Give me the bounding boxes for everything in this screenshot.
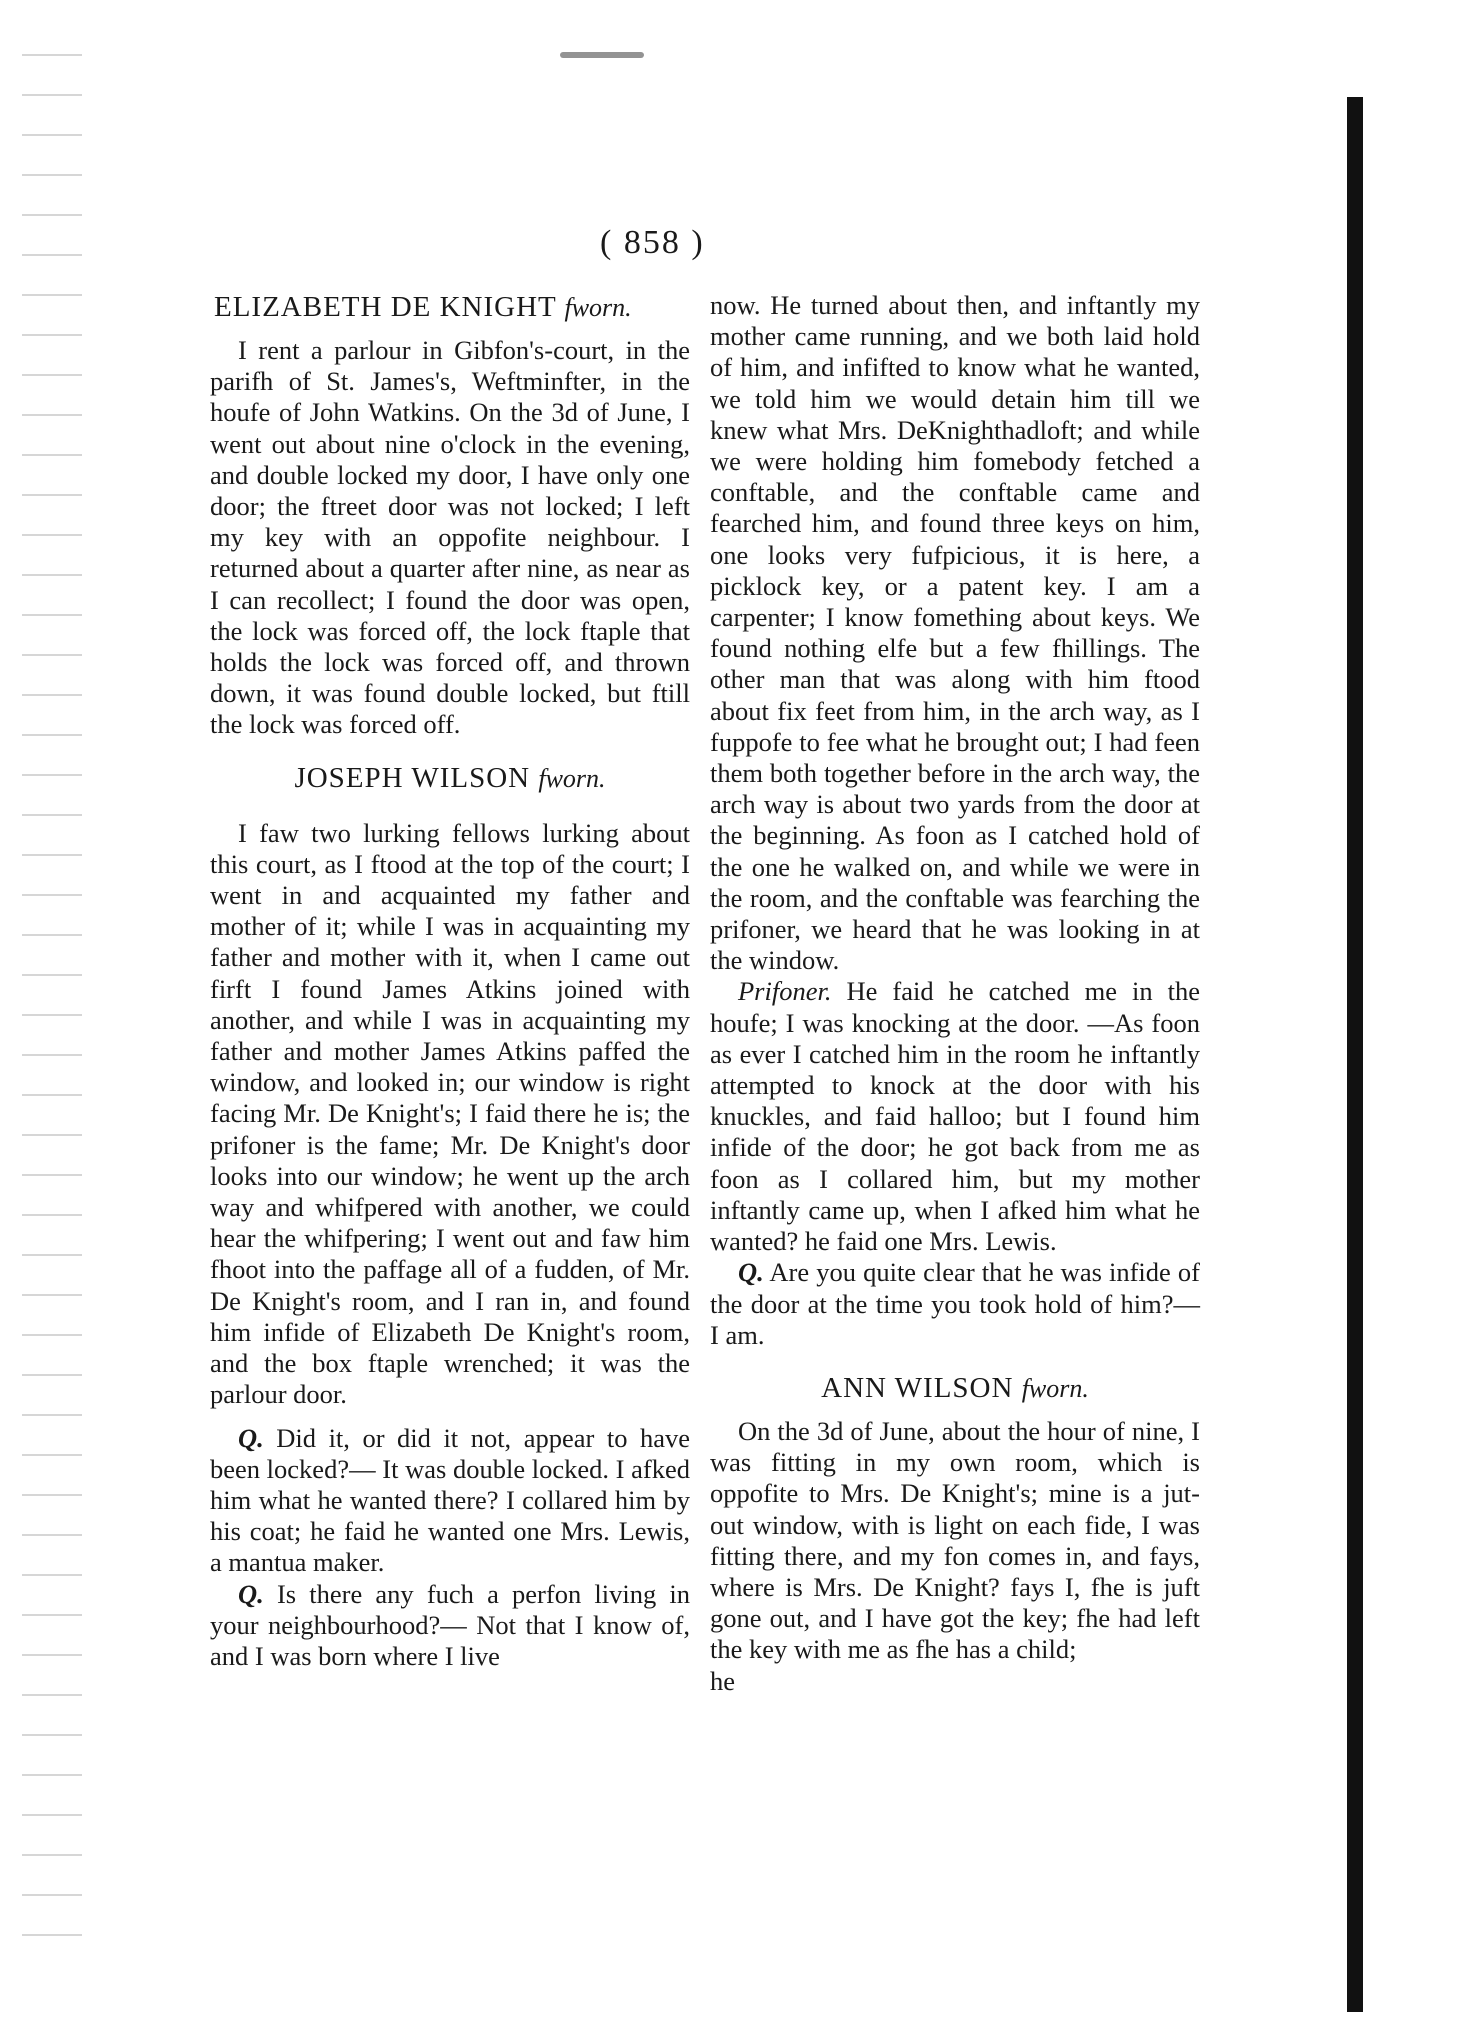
- testimony-paragraph: I faw two lurking fellows lurking about this court, as I ftood at the top of the court; I went in and acquainted my father and mother of it; while I was in acquainting my father and mother with it, when I came out firft I found James Atkins joined with another, and while I was in acquainting my father and mother James Atkins paffed the window, and looked in; our window is right facing Mr. De Knight's; I faid there he is; the prifoner is the fame; Mr. De Knight's door looks into our window; he went up the arch way and whifpered with another, we could hear the whifpering; I went out and faw him fhoot into the paffage all of a fudden, of Mr. De Knight's room, and I ran in, and found him infide of Elizabeth De Knight's room, and the box ftaple wrenched; it was the parlour door.: [210, 817, 690, 1410]
- ink-smudge: [560, 52, 644, 58]
- question-mark-label: Q.: [738, 1257, 764, 1288]
- witness-name: JOSEPH WILSON: [294, 761, 531, 794]
- left-column: [210, 290, 690, 1672]
- catchword: he: [710, 1665, 736, 1696]
- question-paragraph: [210, 1423, 690, 1579]
- question-mark-label: Q.: [238, 1578, 264, 1609]
- question-text: Is there any fuch a perfon living in your neighbourhood?— Not that I know of, and I was born where I live: [210, 1578, 691, 1671]
- page-number: ( 858 ): [600, 224, 705, 261]
- testimony-paragraph: now. He turned about then, and inftantly my mother came running, and we both laid hold of him, and infifted to know what he wanted, we told him we would detain him till we knew what Mrs. DeKnighthadloft; and while we were holding him fomebody fetched a conftable, and the conftable came and fearched him, and found three keys on him, one looks very fufpicious, it is here, a picklock key, or a patent key. I am a carpenter; I know fomething about keys. We found nothing elfe but a few fhillings. The other man that was along with him ftood about fix feet from him, in the arch way, as I fuppofe to fee what he brought out; I had feen them both together before in the arch way, the arch way is about two yards from the door at the beginning. As foon as I catched hold of the one he walked on, and while we were in the room, and the conftable was fearching the prifoner, we heard that he was looking in at the window.: [710, 290, 1200, 976]
- testimony-paragraph: I rent a parlour in Gibfon's-court, in the parifh of St. James's, Weftminfter, in the houfe of John Watkins. On the 3d of June, I went out about nine o'clock in the evening, and double locked my door, I have only one door; the ftreet door was not locked; I left my key with an oppofite neighbour. I returned about a quarter after nine, as near as I can recollect; I found the door was open, the lock was forced off, the lock ftaple that holds the lock was forced off, and thrown down, it was found double locked, but ftill the lock was forced off.: [210, 335, 690, 740]
- prisoner-text: He faid he catched me in the houfe; I was knocking at the door. —As foon as ever I catched him in the room he inftantly attempted to knock at the door with his knuckles, and faid halloo; but I found him infide of the door; he got back from me as foon as I collared him, but my mother inftantly came up, when I afked him what he wanted? he faid one Mrs. Lewis.: [710, 976, 1200, 1257]
- question-mark-label: Q.: [238, 1422, 264, 1453]
- testimony-paragraph: On the 3d of June, about the hour of nine, I was fitting in my own room, which is oppofite to Mrs. De Knight's; mine is a jut-out window, with is light on each fide, I was fitting there, and my fon comes in, and fays, where is Mrs. De Knight? fays I, fhe is juft gone out, and I have got the key; fhe had left the key with me as fhe has a child;: [710, 1415, 1200, 1665]
- question-paragraph: [710, 1257, 1200, 1351]
- right-column: [710, 290, 1200, 1697]
- witness-name: ANN WILSON: [821, 1371, 1014, 1404]
- sworn-label: fworn.: [564, 293, 632, 322]
- sworn-label: fworn.: [538, 763, 606, 793]
- question-text: Did it, or did it not, appear to have been locked?— It was double locked. I afked him what he wanted there? I collared him by his coat; he faid he wanted one Mrs. Lewis, a mantua maker.: [210, 1422, 691, 1578]
- witness-heading-ann: [710, 1371, 1200, 1406]
- sworn-label: fworn.: [1021, 1373, 1089, 1403]
- prisoner-label: Prifoner.: [738, 976, 832, 1007]
- witness-heading-joseph: [210, 761, 690, 796]
- question-paragraph: [210, 1579, 690, 1673]
- prisoner-statement: [710, 976, 1200, 1257]
- binding-edge: [22, 40, 82, 1940]
- witness-heading-elizabeth: [214, 290, 690, 325]
- question-text: Are you quite clear that he was infide of the door at the time you took hold of him?— I am.: [710, 1257, 1200, 1350]
- witness-name: ELIZABETH DE KNIGHT: [214, 291, 557, 323]
- page-edge-bar: [1347, 97, 1363, 2012]
